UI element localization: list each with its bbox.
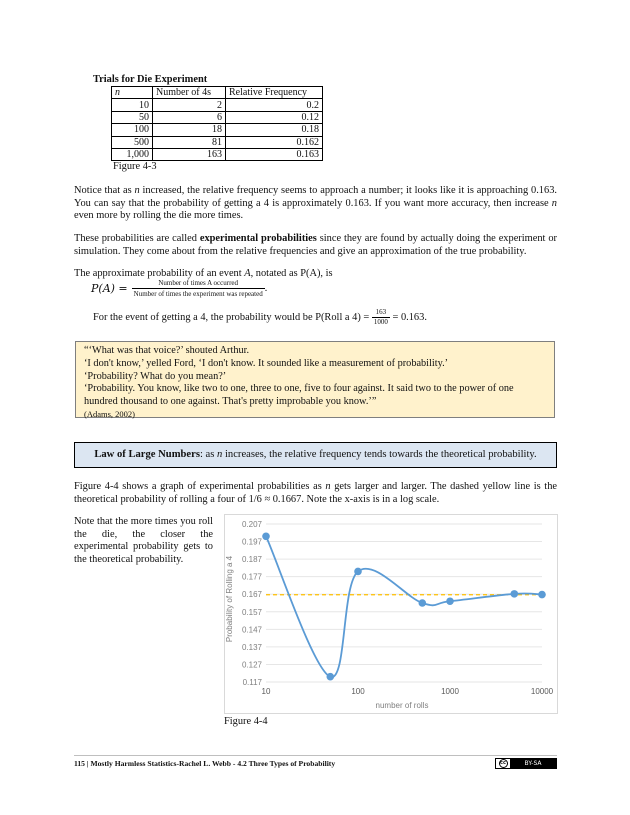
chart-y-tick-label: 0.177 [241,572,262,582]
chart-data-point [262,532,270,540]
table-header-n: n [112,87,153,99]
chart-x-tick-label: 10 [261,687,271,696]
table-row [112,124,323,136]
table-title: Trials for Die Experiment [93,74,208,85]
table-caption: Figure 4-3 [113,161,157,172]
law-n: n [217,449,223,460]
table-row [112,99,323,111]
chart-frame [225,515,558,714]
table-cell-relfreq: 0.18 [226,124,323,136]
table-cell-count: 6 [153,111,226,123]
law-title: Law of Large Numbers [94,449,200,460]
p4-text-1: Figure 4-4 shows a graph of experimental probabilities as [74,481,326,492]
chart-y-tick-label: 0.187 [241,555,262,565]
p1-text-3: even more by rolling the die more times. [74,210,244,222]
paragraph-figure-description [74,481,557,506]
p3-text-1: The approximate probability of an event [74,268,245,279]
chart-y-tick-label: 0.157 [241,607,262,617]
by-sa-label: BY-SA [510,759,556,768]
chart-y-tick-label: 0.167 [241,590,262,600]
chart-x-axis-label: number of rolls [375,701,429,710]
quote-line-4: ‘Probability. You know, like two to one, three to one, five to four against. It said two to the power of one hundred thousand to one against. That's pretty improbable you know.’” [84,383,514,408]
table-cell-count: 2 [153,99,226,111]
p2-text-1: These probabilities are called [74,233,200,244]
p4-text-2: gets larger and larger. The dashed yellow line is the theoretical probability of rolling a four of 1/6 ≈ 0.1667. Note the x-axis is in a log scale. [74,481,557,505]
p2-bold: experimental probabilities [199,233,317,244]
chart-data-point [354,568,362,576]
example-result: = 0.163. [392,312,427,323]
table-cell-count: 81 [153,136,226,148]
table-cell-n: 500 [112,136,153,148]
chart-x-tick-label: 100 [351,687,365,696]
law-text-1: : as [199,449,218,460]
table-row [112,136,323,148]
example-fraction [372,308,390,327]
table-cell-n: 50 [112,111,153,123]
chart-y-tick-label: 0.147 [241,625,262,635]
formula-numerator: Number of times A occurred [132,278,265,289]
table-header-count: Number of 4s [153,87,226,99]
chart-y-tick-label: 0.197 [241,537,262,547]
formula-fraction [132,278,265,299]
chart-svg [224,514,558,714]
chart-data-point [327,673,335,681]
table-header-row [112,87,323,99]
p1-text-1: Notice that as [74,185,135,196]
quote-box [75,341,555,418]
chart-data-point [446,597,454,605]
table-cell-count: 163 [153,148,226,160]
p1-n: n [134,185,140,196]
paragraph-relative-frequency [74,185,557,223]
chart-y-tick-label: 0.117 [242,678,262,687]
p1-n2: n [551,197,557,209]
example-numerator: 163 [372,308,390,318]
chart-x-tick-label: 10000 [530,687,554,696]
trials-table [111,86,323,161]
table-row [112,111,323,123]
quote-line-2: ‘I don't know,’ yelled Ford, ‘I don't know. It sounded like a measurement of probability.’ [84,357,449,369]
table-cell-relfreq: 0.163 [226,148,323,160]
figure-caption: Figure 4-4 [224,716,268,727]
quote-citation: (Adams, 2002) [84,408,135,419]
example-line [93,308,427,327]
footer-text: 115 | Mostly Harmless Statistics-Rachel L. Webb - 4.2 Three Types of Probability [74,759,336,768]
probability-chart [224,514,558,714]
law-of-large-numbers-box [74,442,557,468]
chart-x-tick-label: 1000 [441,687,459,696]
cc-icon [496,759,510,768]
table-cell-relfreq: 0.162 [226,136,323,148]
table-cell-count: 18 [153,124,226,136]
quote-line-1: “‘What was that voice?’ shouted Arthur. [84,345,250,356]
table-cell-n: 10 [112,99,153,111]
table-header-relfreq: Relative Frequency [226,87,323,99]
chart-data-point [419,599,427,607]
side-note: Note that the more times you roll the die, the closer the experimental probability gets to the theoretical probability. [74,516,213,565]
chart-data-point [538,591,546,599]
formula-end: . [264,283,268,294]
p1-text-2: increased, the relative frequency seems to approach a number; it looks like it is approaching 0.163. You can say that the probability of getting a 4 is approximately 0.163. If you want more accuracy, then increase [74,185,557,209]
table-cell-relfreq: 0.2 [226,99,323,111]
license-badge [495,758,557,769]
p2-text-2: since they are found by actually doing the experiment or simulation. They come about from the relative frequencies and give an approximation of the true probability. [74,233,557,257]
table-cell-relfreq: 0.12 [226,111,323,123]
paragraph-experimental-probabilities [74,233,557,258]
p3-a: A [244,268,251,279]
table-cell-n: 100 [112,124,153,136]
chart-data-point [511,590,519,598]
chart-y-tick-label: 0.137 [241,642,262,652]
page-footer [74,755,557,771]
cc-label: cc [500,760,506,766]
quote-line-3: ‘Probability? What do you mean?’ [84,370,227,382]
formula-lhs: P(A) = [91,282,128,295]
table-row [112,148,323,160]
law-text-2: increases, the relative frequency tends towards the theoretical probability. [222,449,537,460]
table-body [112,99,323,161]
example-denominator: 1000 [373,318,388,326]
chart-y-tick-label: 0.127 [241,660,262,670]
chart-y-tick-label: 0.207 [241,520,262,529]
p3-text-2: , notated as P(A), is [250,268,333,279]
formula-denominator: Number of times the experiment was repeated [133,290,263,298]
table-cell-n: 1,000 [112,148,153,160]
probability-formula [91,278,267,299]
chart-y-axis-label: Probability of Rolling a 4 [225,555,234,643]
p4-n: n [325,481,331,492]
example-text: For the event of getting a 4, the probability would be P(Roll a 4) = [93,312,370,323]
